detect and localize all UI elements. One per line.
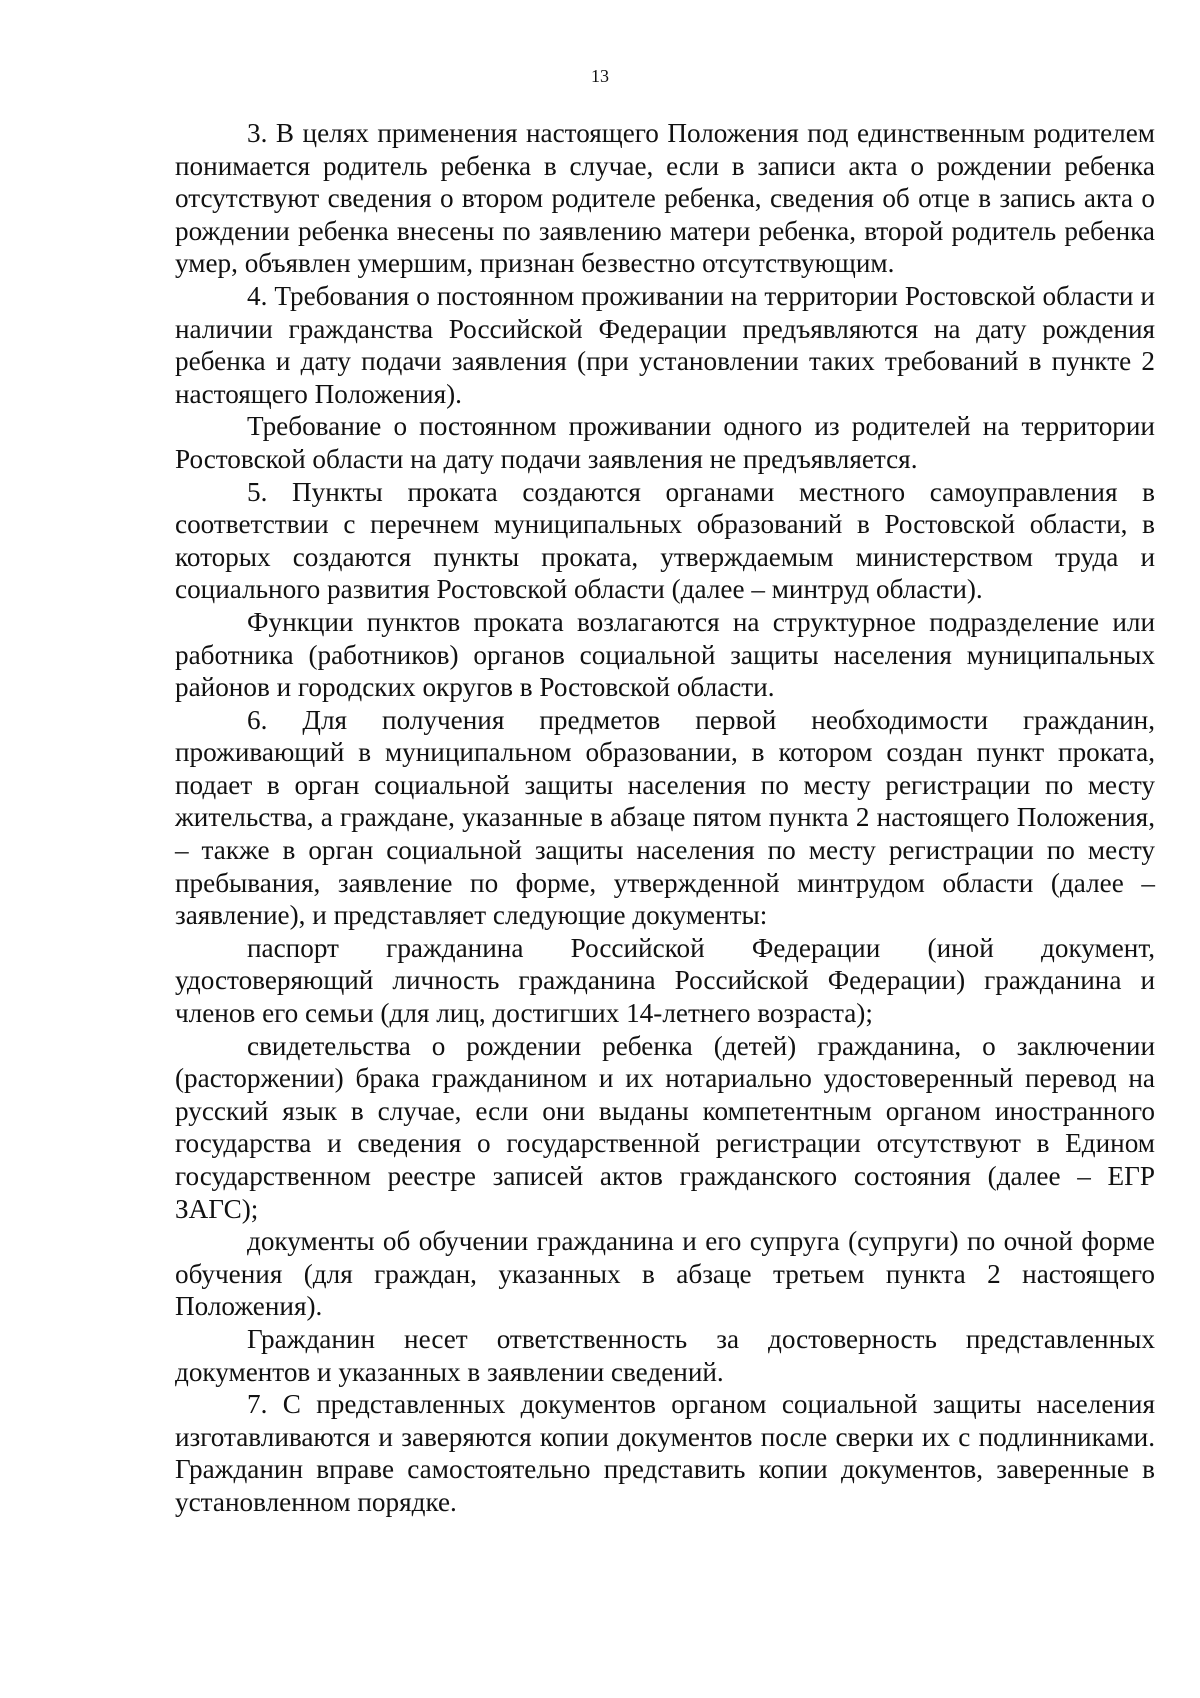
paragraph-item-5: 5. Пункты проката создаются органами местного самоуправления в соответствии с перечнем муниципальных образований в Ростовской области, в которых создаются пункты проката, утверждаемым министерством труда и социального развития Ростовской области (далее – минтруд области). bbox=[175, 476, 1155, 605]
paragraph-item-6-passport: паспорт гражданина Российской Федерации (иной документ, удостоверяющий личность гражданина Российской Федерации) гражданина и членов его семьи (для лиц, достигших 14-летнего возраста); bbox=[175, 932, 1155, 1029]
paragraph-item-6-education: документы об обучении гражданина и его супруга (супруги) по очной форме обучения (для граждан, указанных в абзаце третьем пункта 2 настоящего Положения). bbox=[175, 1226, 1155, 1322]
paragraph-item-6-certificates: свидетельства о рождении ребенка (детей) гражданина, о заключении (расторжении) брака гражданином и их нотариально удостоверенный перевод на русский язык в случае, если они выданы компетентным органом иностранного государства и сведения о государственной регистрации отсутствуют в Едином государственном реестре записей актов гражданского состояния (далее – ЕГР ЗАГС); bbox=[175, 1030, 1155, 1224]
paragraph-item-6: 6. Для получения предметов первой необходимости гражданин, проживающий в муниципальном образовании, в котором создан пункт проката, подает в орган социальной защиты населения по месту регистрации по месту жительства, а граждане, указанные в абзаце пятом пункта 2 настоящего Положения, – также в орган социальной защиты населения по месту регистрации по месту пребывания, заявление по форме, утвержденной минтрудом области (далее – заявление), и представляет следующие документы: bbox=[175, 704, 1155, 931]
paragraph-item-4-residence-note: Требование о постоянном проживании одного из родителей на территории Ростовской области на дату подачи заявления не предъявляется. bbox=[175, 411, 1155, 474]
paragraph-item-4: 4. Требования о постоянном проживании на территории Ростовской области и наличии гражданства Российской Федерации предъявляются на дату рождения ребенка и дату подачи заявления (при установлении таких требований в пункте 2 настоящего Положения). bbox=[175, 280, 1155, 409]
paragraph-item-7: 7. С представленных документов органом социальной защиты населения изготавливаются и заверяются копии документов после сверки их с подлинниками. Гражданин вправе самостоятельно представить копии документов, заверенные в установленном порядке. bbox=[175, 1389, 1155, 1517]
paragraph-item-3: 3. В целях применения настоящего Положения под единственным родителем понимается родитель ребенка в случае, если в записи акта о рождении ребенка отсутствуют сведения о втором родителе ребенка, сведения об отце в запись акта о рождении ребенка внесены по заявлению матери ребенка, второй родитель ребенка умер, объявлен умершим, признан безвестно отсутствующим. bbox=[175, 118, 1155, 279]
paragraph-item-5-functions: Функции пунктов проката возлагаются на структурное подразделение или работника (работников) органов социальной защиты населения муниципальных районов и городских округов в Ростовской области. bbox=[175, 606, 1155, 703]
document-body bbox=[175, 117, 1155, 1519]
page-number: 13 bbox=[591, 66, 609, 86]
paragraph-item-6-responsibility: Гражданин несет ответственность за достоверность представленных документов и указанных в заявлении сведений. bbox=[175, 1323, 1155, 1387]
